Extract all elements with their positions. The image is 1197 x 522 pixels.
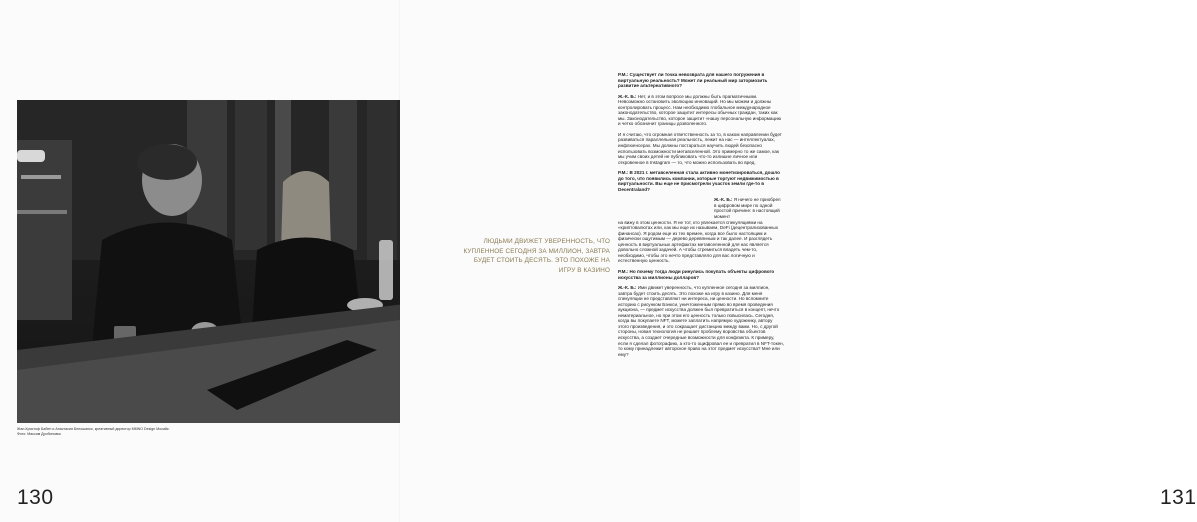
question-3: Р.М.: Но почему тогда люди ринулись покупать объекты цифрового искусства за миллионы долларов? (618, 268, 775, 280)
answer-text: Нет, и в этом вопросе мы должны быть прагматичными. Невозможно остановить эволюцию инноваций. Но мы можем и должны контролировать процесс. Нам необходимо глобальное международное законодательство, которое защитит интересы обычных граждан, таких как мы. Законодательство, которое защитит «нашу персональную информацию и четко обозначит границы дозволенного. (618, 93, 782, 127)
photo-caption: Жан-Кристоф Бабен и Анастасия Белошапко, креативный директор MMNO Design Мосайк. Фото: Максим Дробиновск (17, 427, 170, 436)
speaker-label: Ж.-К. Б.: (618, 93, 637, 99)
question-1: Р.М.: Существует ли точка невозврата для нашего погружения в виртуальную реальность? Может ли реальный мир затормозить развитие альтернативного? (618, 72, 768, 89)
answer-2: на вижу в этом ценности. Я не тот, кто увлекается спекуляциями на «криптовалютах или, как мы еще их называем, DeFi (децентрализованных финансах). Я родом еще из тех времен, когда все было настоящим и физически ощутимым — дерево деревянным и так далее. И разглядеть ценность в виртуальных артефактах метавселенной для нас является довольно сложной задачей. А чтобы стремиться владеть чем-то, необходимо, чтобы это нечто представляло для вас логичную и естественную ценность. (618, 219, 778, 264)
answer-text: Я ничего не приобрел в цифровом мире по одной простой причине: в настоящий момент (714, 197, 781, 220)
article-column (618, 72, 784, 362)
speaker-label: Ж.-К. Б.: (714, 197, 733, 203)
pull-quote: ЛЮДЬМИ ДВИЖЕТ УВЕРЕННОСТЬ, ЧТО КУПЛЕННОЕ СЕГОДНЯ ЗА МИЛЛИОН, ЗАВТРА БУДЕТ СТОИТЬ ДЕСЯТЬ. ЭТО ПОХОЖЕ НА ИГРУ В КАЗИНО (463, 238, 610, 274)
page-number-right: 131 (1160, 486, 1197, 509)
photo-illustration (17, 100, 439, 423)
page-number-left: 130 (17, 486, 54, 509)
answer-text: Ими движет уверенность, что купленное сегодня за миллион, завтра будет стоить десять. Это похоже на игру в казино. Для меня спекуляции не представляют ни интереса, ни ценности. Но вспомните историю с рисунком Бэнкси, уничтоженным прямо во время проведения аукциона, — предмет искусства должен был превратиться в концепт, нечто нематериальное, но при этом его ценность только повысилась. Сегодня, когда вы покупаете NFT, можете заплатить напрямую художнику, автору этого произведения, и это сокращает дистанцию между вами. Но, с другой стороны, новая технология не решает проблему воровства объектов искусства, а создает очередные возможности для конфликта. К примеру, если я сделал фотографию, а кто-то оцифровал ее и превратил в NFT-токен, то кому принадлежит авторское право на этот предмет искусства? Мне или ему? (618, 285, 784, 357)
answer-1-continued: И я считаю, что огромная ответственность за то, в каком направлении будет развиваться параллельная реальность, лежит на нас — интеллектуалах, инфлюенсерах. Мы должны постараться научить людей безопасно использовать возможности метавселенной. Это примерно то же самое, как мы учим своих детей не публиковать что-то излишне личное или откровенное в Instagram — то, что можно использовать во вред. (618, 131, 782, 165)
speaker-label: Ж.-К. Б.: (618, 285, 637, 291)
answer-2-wrapped (618, 197, 784, 219)
question-2: Р.М.: В 2021 г. метавселенная стала активно монетизироваться, дошло до того, что появились компании, которые торгуют недвижимостью в виртуальности. Вы еще не присмотрели участок земли где-то в Decentraland? (618, 170, 780, 192)
answer-3 (618, 285, 784, 357)
left-page (0, 0, 400, 522)
answer-1 (618, 94, 784, 127)
interview-photo (17, 100, 439, 423)
